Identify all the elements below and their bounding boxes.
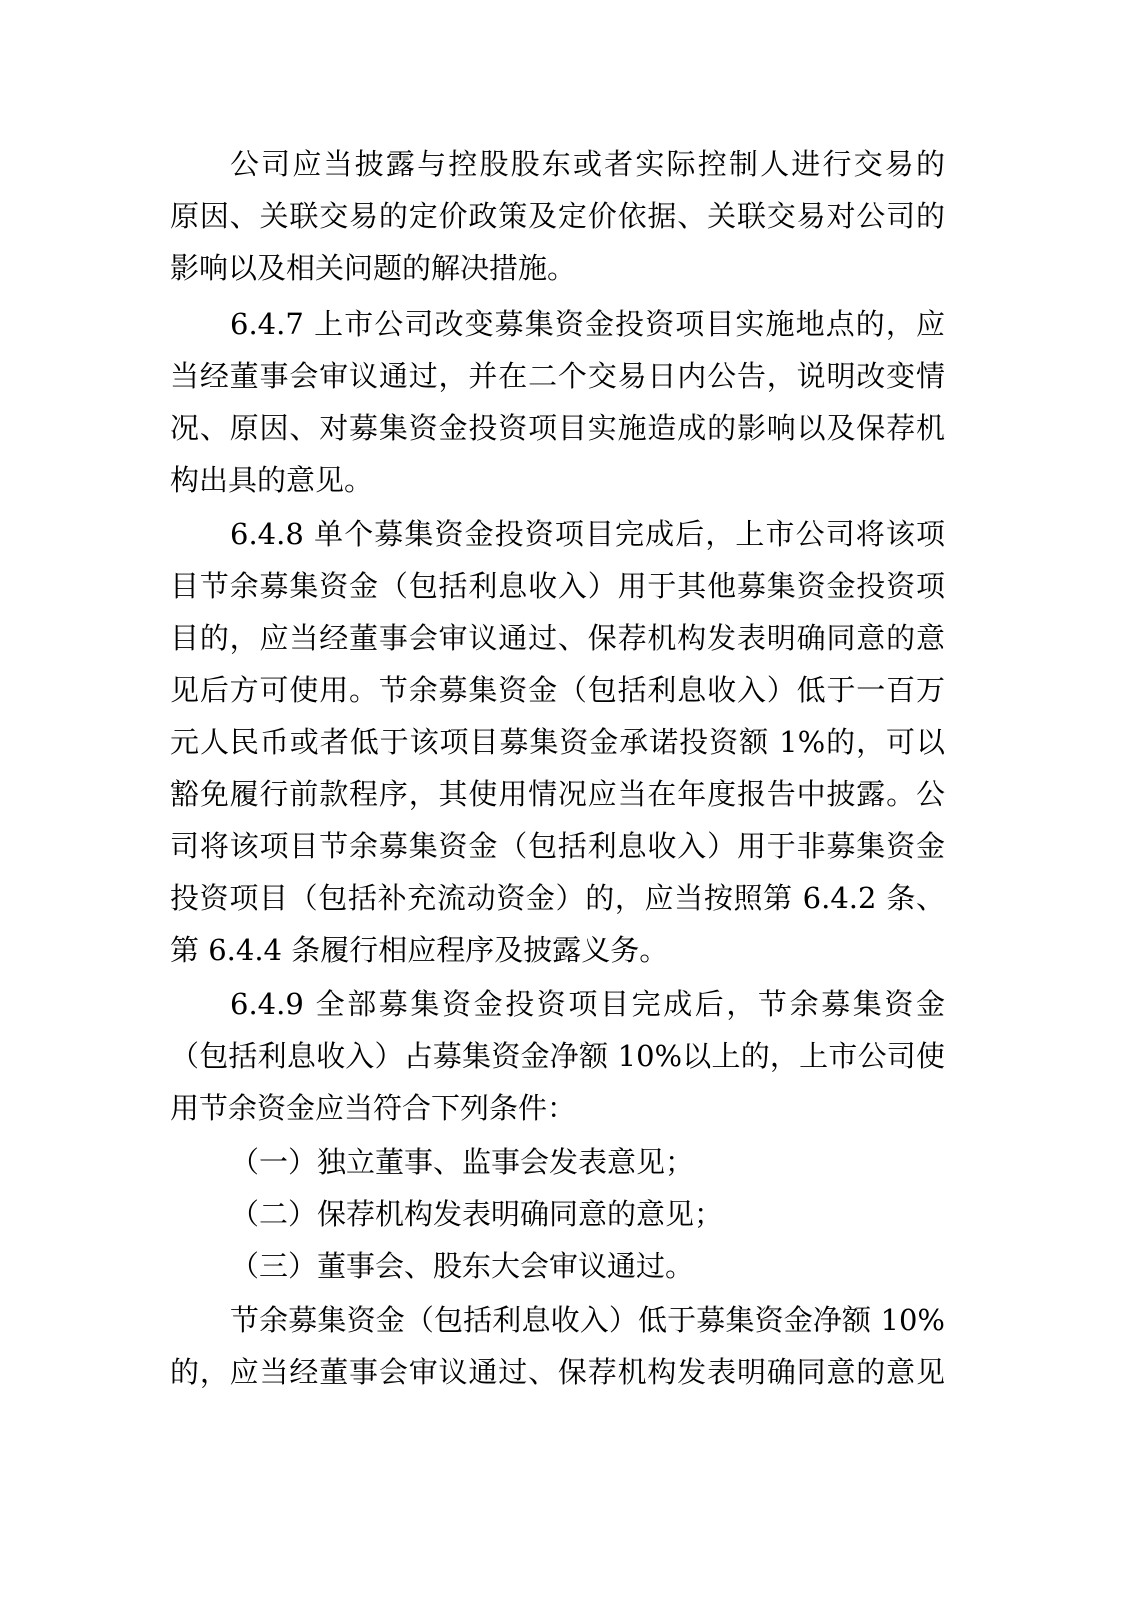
text-line: 构出具的意见。 (170, 463, 374, 497)
text-line: 元人民币或者低于该项目募集资金承诺投资额 1%的，可以 (170, 725, 945, 759)
condition-item-2: （二）保荐机构发表明确同意的意见； (230, 1197, 724, 1231)
section-6-4-8-start: 6.4.8 单个募集资金投资项目完成后，上市公司将该项 (230, 517, 945, 551)
text-line: 原因、关联交易的定价政策及定价依据、关联交易对公司的 (170, 199, 945, 233)
text-line: 节余募集资金（包括利息收入）低于募集资金净额 10% (230, 1303, 945, 1337)
text-line: 况、原因、对募集资金投资项目实施造成的影响以及保荐机 (170, 411, 945, 445)
text-line: 用节余资金应当符合下列条件： (170, 1091, 577, 1125)
text-line: 当经董事会审议通过，并在二个交易日内公告，说明改变情 (170, 359, 945, 393)
text-line: 第 6.4.4 条履行相应程序及披露义务。 (170, 933, 669, 967)
text-line: 公司应当披露与控股股东或者实际控制人进行交易的 (230, 147, 945, 181)
section-6-4-7-start: 6.4.7 上市公司改变募集资金投资项目实施地点的，应 (230, 307, 945, 341)
section-6-4-9-start: 6.4.9 全部募集资金投资项目完成后，节余募集资金 (230, 987, 945, 1021)
text-line: 影响以及相关问题的解决措施。 (170, 251, 577, 285)
text-line: （包括利息收入）占募集资金净额 10%以上的，上市公司使 (170, 1039, 945, 1073)
text-line: 的，应当经董事会审议通过、保荐机构发表明确同意的意见 (170, 1355, 945, 1389)
text-line: 豁免履行前款程序，其使用情况应当在年度报告中披露。公 (170, 777, 945, 811)
text-line: 见后方可使用。节余募集资金（包括利息收入）低于一百万 (170, 673, 945, 707)
condition-item-3: （三）董事会、股东大会审议通过。 (230, 1249, 695, 1283)
text-line: 目的，应当经董事会审议通过、保荐机构发表明确同意的意 (170, 621, 945, 655)
text-line: 目节余募集资金（包括利息收入）用于其他募集资金投资项 (170, 569, 945, 603)
condition-item-1: （一）独立董事、监事会发表意见； (230, 1145, 695, 1179)
text-line: 投资项目（包括补充流动资金）的，应当按照第 6.4.2 条、 (170, 881, 945, 915)
text-line: 司将该项目节余募集资金（包括利息收入）用于非募集资金 (170, 829, 945, 863)
